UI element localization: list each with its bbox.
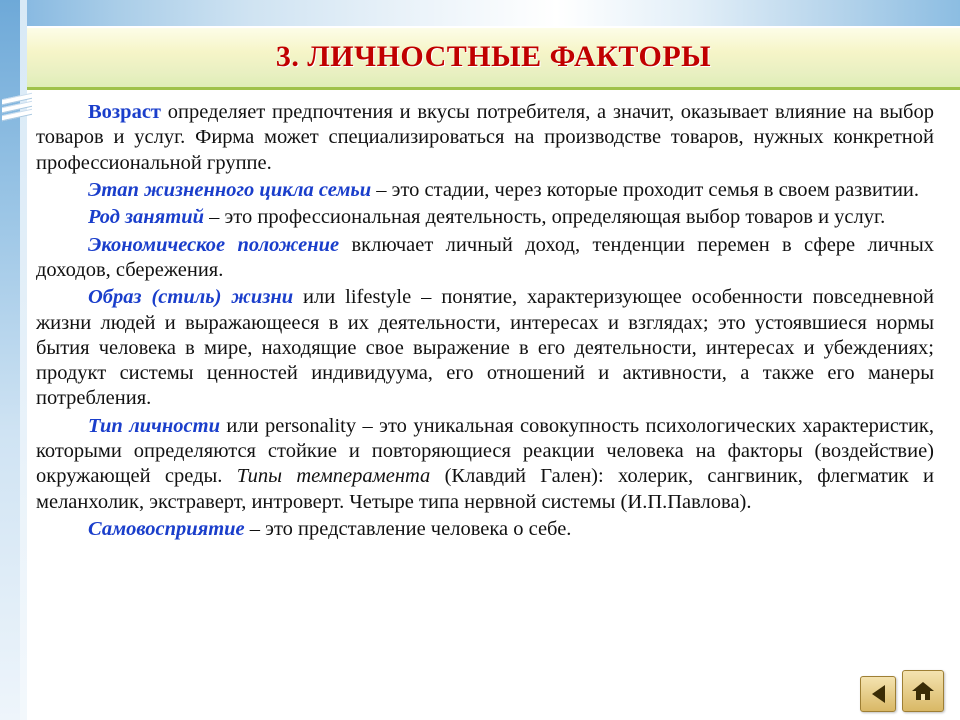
paragraph-family-life-cycle [36,178,934,203]
paragraph-family-life-cycle-text: – это стадии, через которые проходит семья в своем развитии. [371,178,920,201]
page-title: 3. ЛИЧНОСТНЫЕ ФАКТОРЫ [275,40,712,73]
paragraph-economic-situation-text: включает личный доход, тенденции перемен в сфере личных доходов, сбережения. [36,233,934,281]
paragraph-economic-situation [36,233,934,284]
back-arrow-icon [872,685,885,703]
temperament-types-emphasis: Типы темперамента [236,465,431,488]
keyword-lifestyle: Образ (стиль) жизни [88,286,294,309]
home-button[interactable] [902,670,944,712]
home-icon [912,682,934,700]
slide-body [36,100,934,544]
keyword-economic-situation: Экономическое положение [88,233,340,256]
paragraph-lifestyle-text: или lifestyle – понятие, характеризующее особенности повседневной жизни людей и выражающееся в их деятельности, интересах и взглядах; это устоявшиеся нормы бытия человека в мире, находящие свое выражение в его деятельности, интересах и убеждениях; продукт системы ценностей индивидуума, его отношений и активности, а также его манеры потребления. [36,286,934,410]
paragraph-self-perception-text: – это представление человека о себе. [244,518,572,540]
paragraph-occupation-text: – это профессиональная деятельность, определяющая выбор товаров и услуг. [204,206,886,229]
paragraph-lifestyle [36,285,934,412]
keyword-occupation: Род занятий [88,206,204,229]
keyword-personality-type: Тип личности [88,414,221,437]
title-banner [27,28,960,90]
paragraph-age-text: определяет предпочтения и вкусы потребителя, а значит, оказывает влияние на выбор товаров и услуг. Фирма может специализироваться на производстве товаров, нужных конкретной профессиональной группе. [36,101,934,174]
paragraph-personality-type-text: или personality – это уникальная совокупность психологических характеристик, которыми определяются стойкие и повторяющиеся реакции человека на факторы (воздействие) окружающей среды. [36,414,935,488]
paragraph-personality-type-text-after: (Клавдий Гален): холерик, сангвиник, флегматик и меланхолик, экстраверт, интроверт. Четыре типа нервной системы (И.П.Павлова). [36,465,934,513]
paragraph-age [36,100,934,176]
previous-slide-button[interactable] [860,676,896,712]
keyword-self-perception: Самовосприятие [88,518,245,540]
paragraph-personality-type [36,414,934,515]
keyword-family-life-cycle: Этап жизненного цикла семьи [88,178,372,201]
paragraph-self-perception [36,517,934,542]
top-decorative-band [0,0,960,26]
paragraph-occupation [36,205,934,230]
slide-navigation [860,670,944,712]
keyword-age: Возраст [88,101,161,123]
